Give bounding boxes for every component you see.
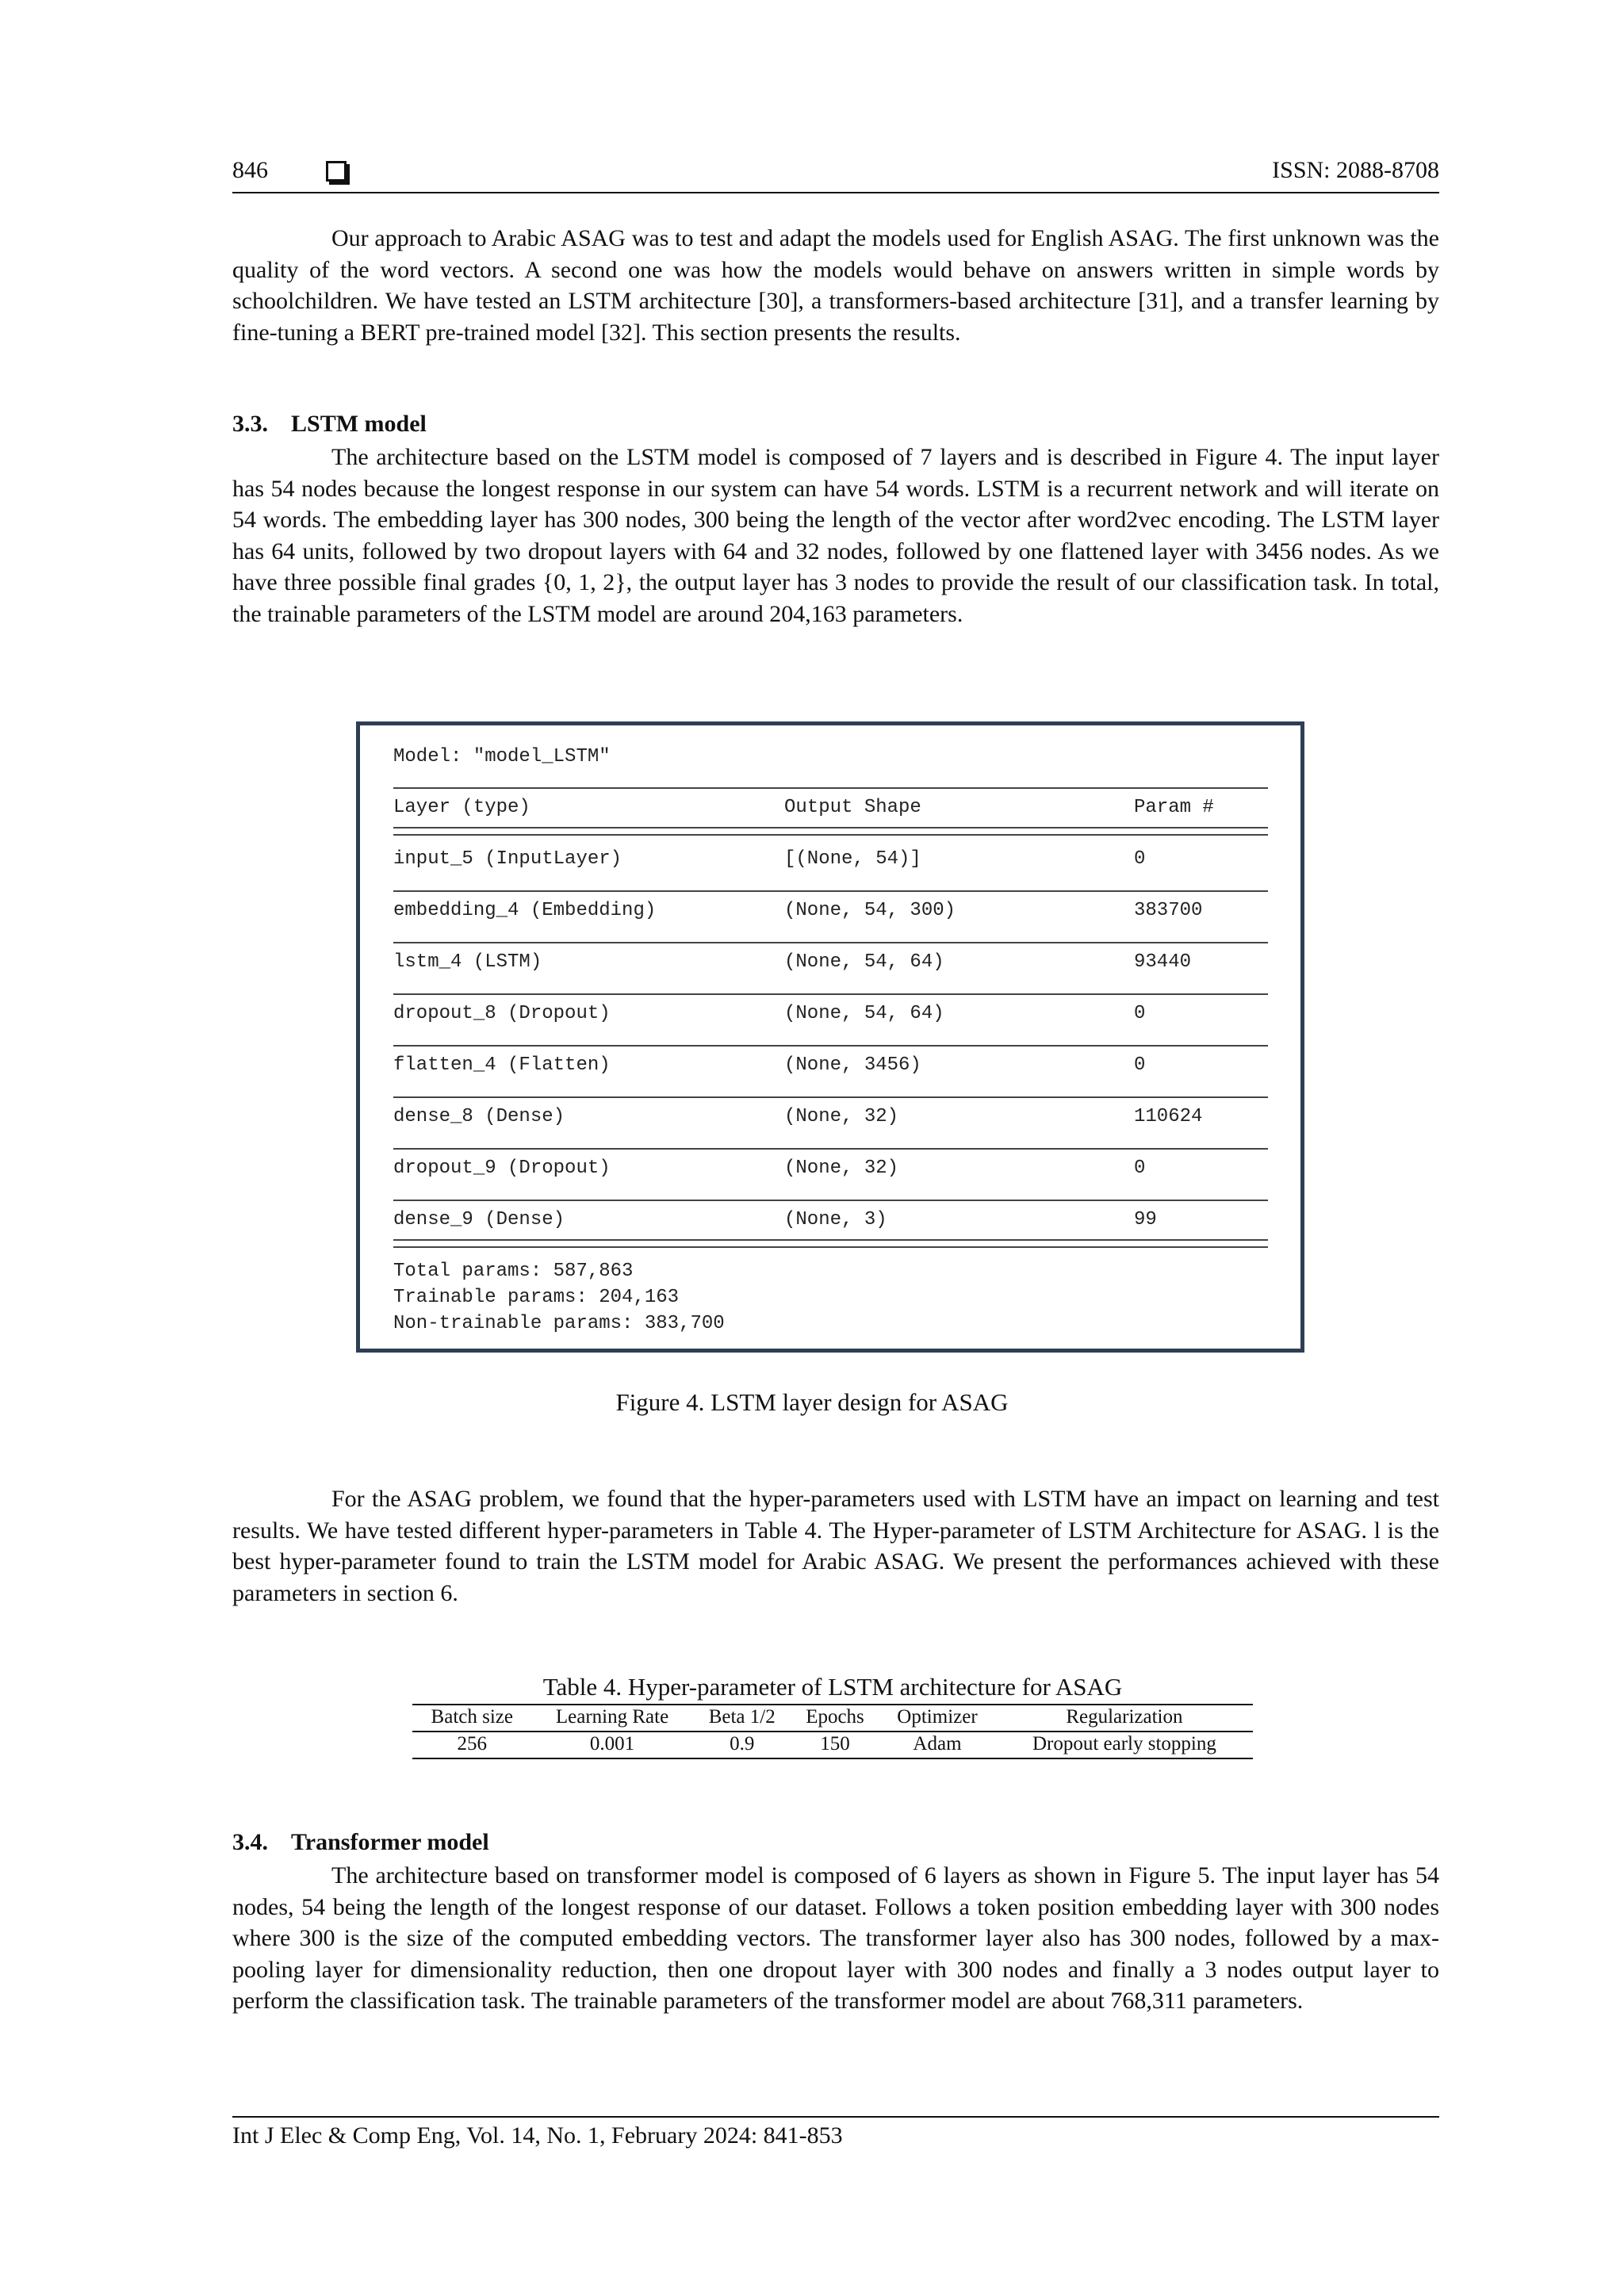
layer-shape: [(None, 54)] bbox=[784, 848, 921, 870]
summary-rule bbox=[393, 787, 1268, 789]
layer-name: lstm_4 (LSTM) bbox=[393, 951, 542, 973]
layer-params: 0 bbox=[1134, 848, 1146, 870]
section-heading-transformer bbox=[232, 1829, 489, 1856]
summary-rule bbox=[393, 1148, 1268, 1150]
col-beta: Beta 1/2 bbox=[693, 1705, 791, 1732]
summary-rule bbox=[393, 1096, 1268, 1098]
col-learning-rate: Learning Rate bbox=[532, 1705, 693, 1732]
table-caption: Table 4. Hyper-parameter of LSTM architecture for ASAG bbox=[542, 1673, 1123, 1701]
layer-shape: (None, 54, 64) bbox=[784, 951, 944, 973]
intro-paragraph bbox=[232, 223, 1439, 348]
layer-name: input_5 (InputLayer) bbox=[393, 848, 622, 870]
layer-params: 93440 bbox=[1134, 951, 1192, 973]
lstm-paragraph-text: The architecture based on the LSTM model is composed of 7 layers and is described in Figure 4. The input layer has 54 nodes because the longest response in our system can have 54 words. LSTM is a recurrent network and will iterate on 54 words. The embedding layer has 300 nodes, 300 being the length of the vector after word2vec encoding. The LSTM layer has 64 units, followed by two dropout layers with 64 and 32 nodes, followed by one flattened layer with 3456 nodes. As we have three possible final grades {0, 1, 2}, the output layer has 3 nodes to provide the result of our classification task. In total, the trainable parameters of the LSTM model are around 204,163 parameters. bbox=[232, 444, 1439, 627]
summary-rule bbox=[393, 993, 1268, 995]
trainable-params: Trainable params: 204,163 bbox=[393, 1287, 680, 1308]
col-optimizer: Optimizer bbox=[879, 1705, 996, 1732]
summary-rule bbox=[393, 1200, 1268, 1201]
layer-params: 110624 bbox=[1134, 1106, 1203, 1127]
col-batch-size: Batch size bbox=[412, 1705, 532, 1732]
summary-rule bbox=[393, 890, 1268, 892]
layer-shape: (None, 32) bbox=[784, 1158, 899, 1179]
hyper-paragraph-text: For the ASAG problem, we found that the hyper-parameters used with LSTM have an impact on learning and test results. We have tested different hyper-parameters in Table 4. The Hyper-parameter of LSTM Architecture for ASAG. l is the best hyper-parameter found to train the LSTM model for Arabic ASAG. We present the performances achieved with these parameters in section 6. bbox=[232, 1486, 1439, 1606]
layer-params: 383700 bbox=[1134, 900, 1203, 921]
transformer-paragraph-text: The architecture based on transformer model is composed of 6 layers as shown in Figure 5. The input layer has 54 nodes, 54 being the length of the longest response of our dataset. Follows a token position embedding layer with 300 nodes where 300 is the size of the computed embedding vectors. The transformer layer also has 300 nodes, followed by a max-pooling layer for dimensionality reduction, then one dropout layer with 300 nodes and finally a 3 nodes output layer to perform the classification task. The trainable parameters of the transformer model are about 768,311 parameters. bbox=[232, 1862, 1439, 2014]
intro-paragraph-text: Our approach to Arabic ASAG was to test and adapt the models used for English ASAG. The first unknown was the quality of the word vectors. A second one was how the models would behave on answers written in simple words by schoolchildren. We have tested an LSTM architecture [30], a transformers-based architecture [31], and a transfer learning by fine-tuning a BERT pre-trained model [32]. This section presents the results. bbox=[232, 225, 1439, 346]
cell-optimizer: Adam bbox=[879, 1732, 996, 1758]
section-number: 3.3. bbox=[232, 411, 268, 437]
layer-shape: (None, 3456) bbox=[784, 1054, 921, 1076]
cell-beta: 0.9 bbox=[693, 1732, 791, 1758]
cell-learning-rate: 0.001 bbox=[532, 1732, 693, 1758]
journal-citation: Int J Elec & Comp Eng, Vol. 14, No. 1, February 2024: 841-853 bbox=[232, 2122, 843, 2149]
col-regularization: Regularization bbox=[996, 1705, 1253, 1732]
summary-rule bbox=[393, 1045, 1268, 1047]
footer-rule bbox=[232, 2116, 1439, 2118]
col-header-layer: Layer (type) bbox=[393, 797, 530, 818]
section-number: 3.4. bbox=[232, 1829, 268, 1855]
figure-caption: Figure 4. LSTM layer design for ASAG bbox=[615, 1388, 1009, 1416]
layer-name: embedding_4 (Embedding) bbox=[393, 900, 657, 921]
layer-shape: (None, 54, 64) bbox=[784, 1003, 944, 1024]
layer-params: 0 bbox=[1134, 1054, 1146, 1076]
layer-name: dropout_8 (Dropout) bbox=[393, 1003, 611, 1024]
layer-name: flatten_4 (Flatten) bbox=[393, 1054, 611, 1076]
non-trainable-params: Non-trainable params: 383,700 bbox=[393, 1313, 725, 1334]
layer-params: 0 bbox=[1134, 1003, 1146, 1024]
col-epochs: Epochs bbox=[791, 1705, 879, 1732]
cell-regularization: Dropout early stopping bbox=[996, 1732, 1253, 1758]
layer-name: dense_9 (Dense) bbox=[393, 1209, 565, 1230]
model-summary-figure bbox=[356, 721, 1304, 1353]
hyperparameter-table bbox=[412, 1704, 1253, 1759]
section-title: Transformer model bbox=[291, 1829, 489, 1855]
summary-rule bbox=[393, 942, 1268, 943]
layer-shape: (None, 54, 300) bbox=[784, 900, 956, 921]
square-bullet-icon bbox=[326, 161, 347, 182]
lstm-paragraph bbox=[232, 442, 1439, 629]
section-heading-lstm bbox=[232, 411, 427, 438]
layer-params: 99 bbox=[1134, 1209, 1157, 1230]
total-params: Total params: 587,863 bbox=[393, 1261, 634, 1282]
layer-shape: (None, 32) bbox=[784, 1106, 899, 1127]
summary-double-rule bbox=[393, 827, 1268, 836]
layer-name: dropout_9 (Dropout) bbox=[393, 1158, 611, 1179]
layer-shape: (None, 3) bbox=[784, 1209, 887, 1230]
section-title: LSTM model bbox=[291, 411, 427, 437]
issn: ISSN: 2088-8708 bbox=[1272, 157, 1439, 183]
layer-name: dense_8 (Dense) bbox=[393, 1106, 565, 1127]
transformer-paragraph bbox=[232, 1860, 1439, 2017]
cell-epochs: 150 bbox=[791, 1732, 879, 1758]
col-header-param: Param # bbox=[1134, 797, 1214, 818]
header-rule bbox=[232, 192, 1439, 193]
summary-double-rule bbox=[393, 1239, 1268, 1248]
page-number: 846 bbox=[232, 157, 268, 183]
col-header-shape: Output Shape bbox=[784, 797, 921, 818]
hyper-paragraph bbox=[232, 1483, 1439, 1609]
layer-params: 0 bbox=[1134, 1158, 1146, 1179]
model-name-line: Model: "model_LSTM" bbox=[393, 746, 611, 767]
cell-batch-size: 256 bbox=[412, 1732, 532, 1758]
table-row bbox=[412, 1732, 1253, 1758]
table-header-row bbox=[412, 1705, 1253, 1732]
